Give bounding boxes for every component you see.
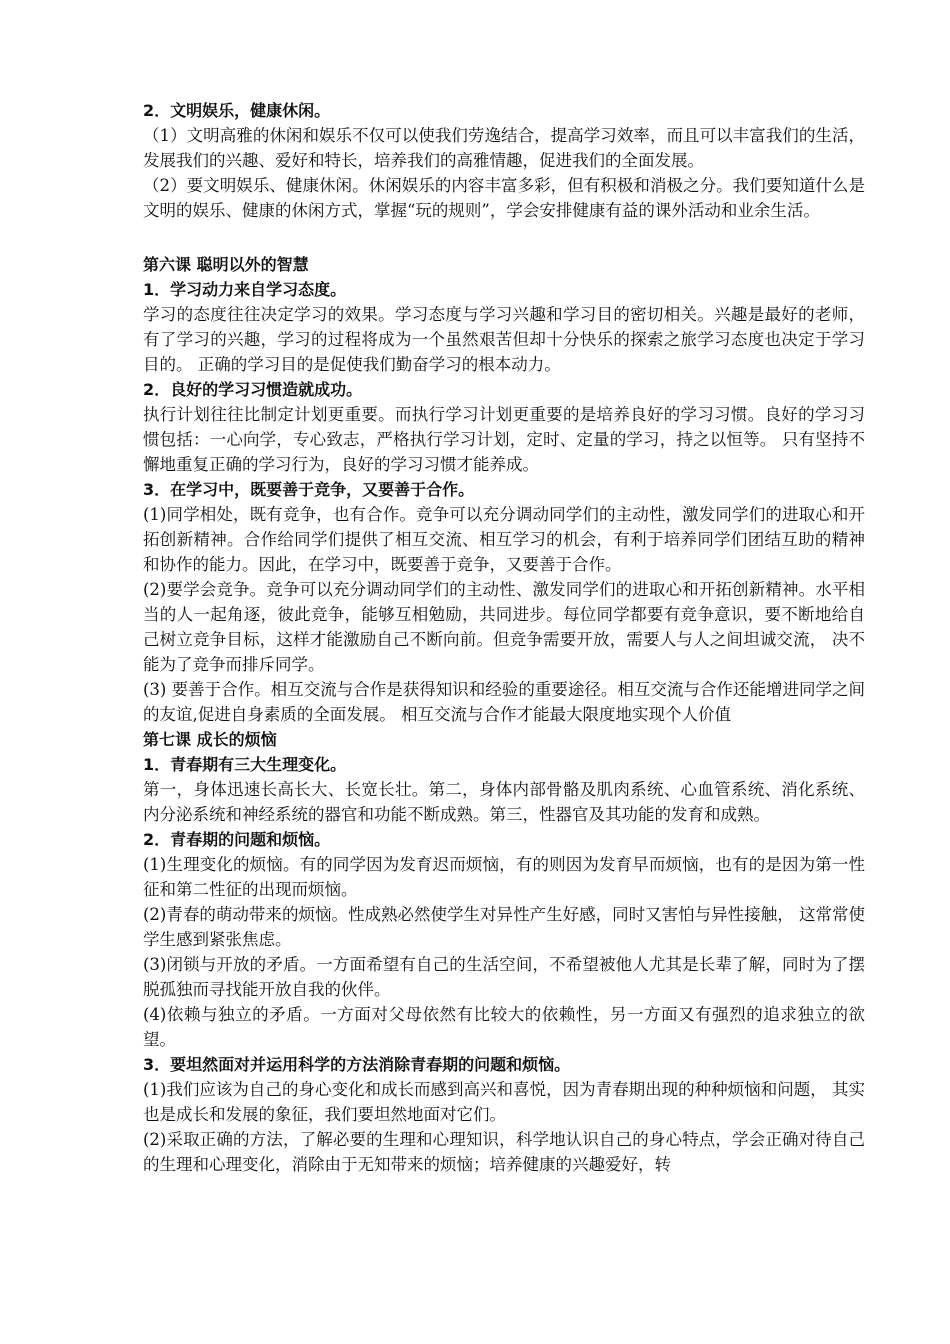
spacer — [143, 223, 865, 248]
paragraph: (2)要学会竞争。竞争可以充分调动同学们的主动性、激发同学们的进取心和开拓创新精神。水平相当的人一起角逐，彼此竞争，能够互相勉励，共同进步。每位同学都要有竞争意识，要不断地给自己树立竞争目标，这样才能激励自己不断向前。但竞争需要开放，需要人与人之间坦诚交流， 决不能为了竞争而排斥同学。 — [143, 580, 865, 674]
section-heading: 1．青春期有三大生理变化。 — [143, 755, 347, 774]
section-heading: 2．良好的学习习惯造就成功。 — [143, 380, 363, 399]
paragraph: 第一，身体迅速长高长大、长宽长壮。第二，身体内部骨骼及肌肉系统、心血管系统、消化系统、内分泌系统和神经系统的器官和功能不断成熟。第三，性器官及其功能的发育和成熟。 — [143, 780, 865, 824]
paragraph: (3)闭锁与开放的矛盾。一方面希望有自己的生活空间，不希望被他人尤其是长辈了解，同时为了摆脱孤独而寻找能开放自我的伙伴。 — [143, 955, 865, 999]
section-heading: 1．学习动力来自学习态度。 — [143, 280, 347, 299]
paragraph: (2)采取正确的方法，了解必要的生理和心理知识，科学地认识自己的身心特点，学会正确对待自己的生理和心理变化，消除由于无知带来的烦恼；培养健康的兴趣爱好，转 — [143, 1130, 865, 1174]
paragraph: 学习的态度往往决定学习的效果。学习态度与学习兴趣和学习目的密切相关。兴趣是最好的老师，有了学习的兴趣，学习的过程将成为一个虽然艰苦但却十分快乐的探索之旅学习态度也决定于学习目的。 正确的学习目的是促使我们勤奋学习的根本动力。 — [143, 305, 865, 374]
paragraph: (1)同学相处，既有竞争，也有合作。竞争可以充分调动同学们的主动性，激发同学们的进取心和开拓创新精神。合作给同学们提供了相互交流、相互学习的机会，有利于培养同学们团结互助的精神和协作的能力。因此，在学习中，既要善于竞争，又要善于合作。 — [143, 505, 865, 574]
section-heading: 2．青春期的问题和烦恼。 — [143, 830, 331, 849]
paragraph: (1)我们应该为自己的身心变化和成长而感到高兴和喜悦，因为青春期出现的种种烦恼和问题， 其实也是成长和发展的象征，我们要坦然地面对它们。 — [143, 1080, 865, 1124]
lesson-title: 第六课 聪明以外的智慧 — [143, 255, 309, 274]
paragraph: (2)青春的萌动带来的烦恼。性成熟必然使学生对异性产生好感，同时又害怕与异性接触， 这常常使学生感到紧张焦虑。 — [143, 905, 865, 949]
section-heading: 3．要坦然面对并运用科学的方法消除青春期的问题和烦恼。 — [143, 1055, 571, 1074]
paragraph: (4)依赖与独立的矛盾。一方面对父母依然有比较大的依赖性，另一方面又有强烈的追求独立的欲望。 — [143, 1005, 865, 1049]
lesson-title: 第七课 成长的烦恼 — [143, 730, 277, 749]
paragraph: （1）文明高雅的休闲和娱乐不仅可以使我们劳逸结合，提高学习效率，而且可以丰富我们的生活，发展我们的兴趣、爱好和特长，培养我们的高雅情趣，促进我们的全面发展。 — [143, 126, 865, 170]
paragraph: 执行计划往往比制定计划更重要。而执行学习计划更重要的是培养良好的学习习惯。良好的学习习惯包括：一心向学，专心致志，严格执行学习计划，定时、定量的学习，持之以恒等。 只有坚持不懈地重复正确的学习行为，良好的学习习惯才能养成。 — [143, 405, 865, 474]
paragraph: (1)生理变化的烦恼。有的同学因为发育迟而烦恼，有的则因为发育早而烦恼，也有的是因为第一性征和第二性征的出现而烦恼。 — [143, 855, 865, 899]
section-heading: 3．在学习中，既要善于竞争，又要善于合作。 — [143, 480, 475, 499]
section-heading: 2．文明娱乐，健康休闲。 — [143, 101, 331, 120]
paragraph: (3) 要善于合作。相互交流与合作是获得知识和经验的重要途径。相互交流与合作还能增进同学之间的友谊,促进自身素质的全面发展。 相互交流与合作才能最大限度地实现个人价值 — [143, 680, 865, 724]
document-page — [143, 98, 865, 1177]
paragraph: （2）要文明娱乐、健康休闲。休闲娱乐的内容丰富多彩，但有积极和消极之分。我们要知道什么是文明的娱乐、健康的休闲方式，掌握“玩的规则”，学会安排健康有益的课外活动和业余生活。 — [143, 176, 865, 220]
